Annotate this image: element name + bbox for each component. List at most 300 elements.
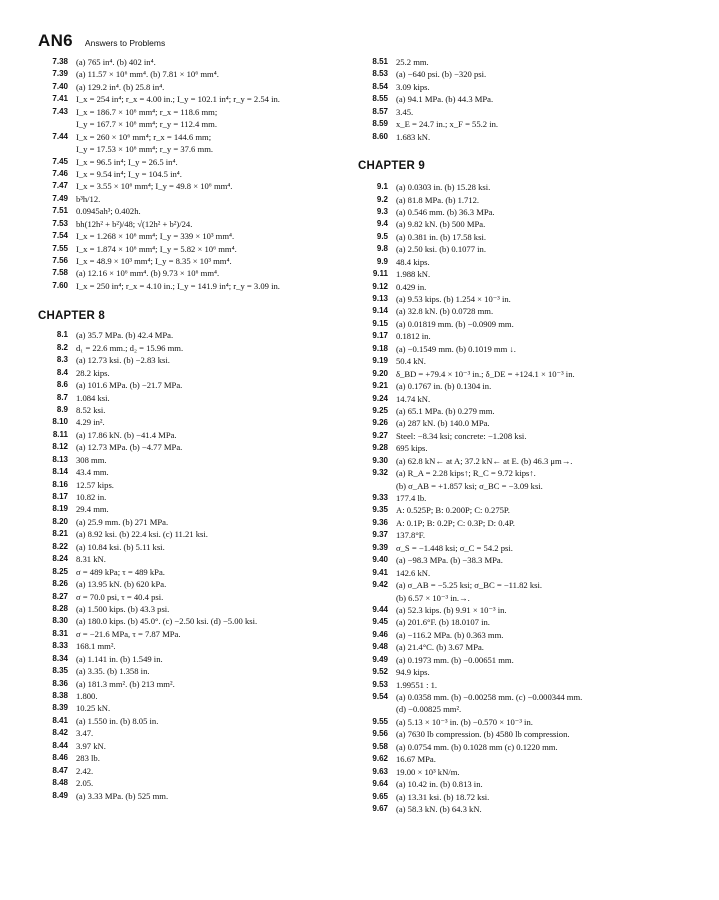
answer-row bbox=[360, 616, 685, 628]
answer-row bbox=[360, 68, 685, 80]
problem-number: 8.30 bbox=[52, 616, 68, 626]
answer-text: σ = 489 kPa; τ = 489 kPa. bbox=[76, 566, 165, 577]
answer-text: (a) 1.500 kips. (b) 43.3 psi. bbox=[76, 603, 170, 614]
answer-row bbox=[360, 579, 685, 591]
answer-row bbox=[360, 181, 685, 193]
answer-row bbox=[40, 790, 340, 802]
answer-text: 0.1812 in. bbox=[396, 331, 431, 342]
answer-row bbox=[360, 778, 685, 790]
problem-number: 9.67 bbox=[372, 803, 388, 813]
answer-text: (a) 181.3 mm². (b) 213 mm². bbox=[76, 678, 175, 689]
answer-text: 283 lb. bbox=[76, 753, 100, 764]
problem-number bbox=[40, 143, 68, 155]
problem-number: 9.36 bbox=[372, 517, 388, 527]
answer-text: 168.1 mm². bbox=[76, 641, 116, 652]
answer-text: (d) −0.00825 mm². bbox=[396, 704, 462, 715]
page-header bbox=[38, 31, 165, 51]
problem-number: 8.2 bbox=[56, 342, 68, 352]
problem-number: 7.38 bbox=[52, 57, 68, 66]
answer-row bbox=[360, 567, 685, 579]
answer-text: σ_S = −1.448 ksi; σ_C = 54.2 psi. bbox=[396, 542, 513, 553]
answer-text: 10.25 kN. bbox=[76, 703, 111, 714]
answer-text: 8.31 kN. bbox=[76, 554, 106, 565]
answer-row bbox=[40, 93, 340, 105]
problem-number: 8.26 bbox=[52, 579, 68, 589]
answer-text: (a) 180.0 kips. (b) 45.0°. (c) −2.50 ksi. (d) −5.00 ksi. bbox=[76, 616, 258, 627]
problem-number: 9.55 bbox=[372, 716, 388, 726]
problem-number: 8.13 bbox=[52, 454, 68, 464]
problem-number: 8.41 bbox=[52, 715, 68, 725]
answer-row bbox=[40, 628, 340, 640]
answer-text: (a) 21.4°C. (b) 3.67 MPa. bbox=[396, 642, 484, 653]
answer-text: I_x = 250 in⁴; r_x = 4.10 in.; I_y = 141.9 in⁴; r_y = 3.09 in. bbox=[76, 280, 280, 291]
answer-text: (a) 10.42 in. (b) 0.813 in. bbox=[396, 779, 483, 790]
answer-text: d₁ = 22.6 mm.; d₂ = 15.96 mm. bbox=[76, 342, 184, 353]
answer-text: (a) 287 kN. (b) 140.0 MPa. bbox=[396, 418, 490, 429]
problem-number: 9.28 bbox=[372, 443, 388, 453]
problem-number: 9.37 bbox=[372, 530, 388, 540]
problem-number: 9.64 bbox=[372, 779, 388, 789]
problem-number: 8.4 bbox=[56, 367, 68, 377]
answer-text: b³h/12. bbox=[76, 193, 101, 204]
answer-row bbox=[40, 591, 340, 603]
answer-row bbox=[40, 690, 340, 702]
answer-text: (a) 7630 lb compression. (b) 4580 lb compression. bbox=[396, 729, 570, 740]
page-number: AN6 bbox=[38, 31, 73, 50]
answer-row bbox=[360, 641, 685, 653]
problem-number: 8.44 bbox=[52, 740, 68, 750]
answer-row bbox=[360, 654, 685, 666]
answer-row bbox=[40, 503, 340, 515]
answer-row bbox=[360, 293, 685, 305]
answer-row bbox=[360, 442, 685, 454]
answer-text: (a) 8.92 ksi. (b) 22.4 ksi. (c) 11.21 ksi. bbox=[76, 529, 208, 540]
answer-row bbox=[40, 603, 340, 615]
problem-number: 9.18 bbox=[372, 343, 388, 353]
answer-text: (a) 1.550 in. (b) 8.05 in. bbox=[76, 715, 159, 726]
answer-text: (a) 0.1767 in. (b) 0.1304 in. bbox=[396, 381, 492, 392]
answer-text: (a) σ_AB = −5.25 ksi; σ_BC = −11.82 ksi. bbox=[396, 580, 543, 591]
problem-number bbox=[360, 592, 388, 604]
problem-number: 8.54 bbox=[372, 81, 388, 91]
problem-number: 9.26 bbox=[372, 418, 388, 428]
problem-number: 8.31 bbox=[52, 628, 68, 638]
problem-number: 9.49 bbox=[372, 654, 388, 664]
answer-row bbox=[360, 691, 685, 703]
answer-row bbox=[360, 529, 685, 541]
problem-number: 9.41 bbox=[372, 567, 388, 577]
answer-row bbox=[40, 541, 340, 553]
problem-number: 8.7 bbox=[56, 392, 68, 402]
problem-number: 8.53 bbox=[372, 69, 388, 79]
answer-text: 695 kips. bbox=[396, 443, 428, 454]
answer-text: (a) 0.1973 mm. (b) −0.00651 mm. bbox=[396, 654, 514, 665]
answer-row bbox=[360, 93, 685, 105]
answer-row bbox=[360, 504, 685, 516]
answer-row bbox=[360, 256, 685, 268]
answer-row bbox=[360, 803, 685, 815]
problem-number: 9.32 bbox=[372, 468, 388, 478]
answer-row bbox=[40, 267, 340, 279]
problem-number: 8.46 bbox=[52, 753, 68, 763]
answer-row bbox=[360, 281, 685, 293]
problem-number: 8.20 bbox=[52, 516, 68, 526]
problem-number: 9.45 bbox=[372, 617, 388, 627]
answer-row bbox=[40, 777, 340, 789]
answer-row bbox=[360, 542, 685, 554]
problem-number: 8.24 bbox=[52, 554, 68, 564]
answer-row bbox=[360, 318, 685, 330]
problem-number: 9.53 bbox=[372, 679, 388, 689]
answer-row bbox=[360, 716, 685, 728]
answer-row bbox=[40, 715, 340, 727]
problem-number: 8.1 bbox=[56, 330, 68, 340]
answer-text: (a) 81.8 MPa. (b) 1.712. bbox=[396, 194, 480, 205]
chapter-9-heading: CHAPTER 9 bbox=[358, 160, 425, 173]
problem-number: 8.39 bbox=[52, 703, 68, 713]
answer-row bbox=[360, 243, 685, 255]
answer-row bbox=[360, 330, 685, 342]
answer-text: (a) 129.2 in⁴. (b) 25.8 in⁴. bbox=[76, 81, 165, 92]
answer-text: (a) 13.31 ksi. (b) 18.72 ksi. bbox=[396, 791, 490, 802]
answer-row bbox=[360, 703, 685, 715]
answer-text: (a) 12.73 MPa. (b) −4.77 MPa. bbox=[76, 442, 183, 453]
answer-row bbox=[40, 566, 340, 578]
answer-text: 48.4 kips. bbox=[396, 256, 430, 267]
answer-row bbox=[360, 492, 685, 504]
answer-row bbox=[360, 206, 685, 218]
answer-row bbox=[360, 517, 685, 529]
answer-row bbox=[40, 156, 340, 168]
answer-row bbox=[360, 380, 685, 392]
answer-row bbox=[40, 168, 340, 180]
answer-row bbox=[40, 56, 340, 68]
answer-row bbox=[40, 106, 340, 118]
answer-row bbox=[40, 404, 340, 416]
problem-number: 7.56 bbox=[52, 256, 68, 265]
problem-number: 7.39 bbox=[52, 69, 68, 79]
answer-text: (a) 0.01819 mm. (b) −0.0909 mm. bbox=[396, 318, 514, 329]
answer-text: I_y = 17.53 × 10⁶ mm⁴; r_y = 37.6 mm. bbox=[76, 144, 214, 155]
problem-number: 9.21 bbox=[372, 381, 388, 391]
answer-text: (a) 17.86 kN. (b) −41.4 MPa. bbox=[76, 429, 177, 440]
answer-text: (a) 3.35. (b) 1.358 in. bbox=[76, 666, 150, 677]
problem-number: 9.20 bbox=[372, 368, 388, 378]
answer-text: 16.67 MPa. bbox=[396, 754, 436, 765]
answer-text: 8.52 ksi. bbox=[76, 404, 106, 415]
answer-text: (a) 0.0358 mm. (b) −0.00258 mm. (c) −0.000344 mm. bbox=[396, 692, 583, 702]
problem-number: 9.65 bbox=[372, 791, 388, 801]
answer-text: I_x = 254 in⁴; r_x = 4.00 in.; I_y = 102.1 in⁴; r_y = 2.54 in. bbox=[76, 94, 280, 105]
problem-number: 9.5 bbox=[376, 231, 388, 241]
problem-number: 8.34 bbox=[52, 653, 68, 663]
chapter8-answers bbox=[40, 329, 340, 802]
problem-number: 8.11 bbox=[52, 429, 68, 439]
answer-text: 1.084 ksi. bbox=[76, 392, 110, 403]
answer-text: Steel: −8.34 ksi; concrete: −1.208 ksi. bbox=[396, 430, 527, 441]
answer-text: 12.57 kips. bbox=[76, 479, 114, 490]
answer-text: (a) 765 in⁴. (b) 402 in⁴. bbox=[76, 57, 156, 67]
answer-row bbox=[40, 416, 340, 428]
answer-row bbox=[40, 765, 340, 777]
answer-text: (a) 101.6 MPa. (b) −21.7 MPa. bbox=[76, 380, 183, 391]
answer-text: 177.4 lb. bbox=[396, 493, 427, 503]
answer-row bbox=[40, 118, 340, 130]
answer-text: 1.99551 : 1. bbox=[396, 679, 438, 690]
answer-row bbox=[40, 218, 340, 230]
answer-row bbox=[360, 728, 685, 740]
answer-text: (a) 3.33 MPa. (b) 525 mm. bbox=[76, 790, 169, 801]
answer-text: (a) 52.3 kips. (b) 9.91 × 10⁻³ in. bbox=[396, 604, 507, 615]
problem-number: 9.25 bbox=[372, 405, 388, 415]
answer-text: (a) 58.3 kN. (b) 64.3 kN. bbox=[396, 803, 482, 814]
answer-row bbox=[40, 665, 340, 677]
chapter8-answers-continued bbox=[360, 56, 685, 143]
problem-number: 7.49 bbox=[52, 193, 68, 203]
answer-row bbox=[40, 441, 340, 453]
answer-text: 137.8°F. bbox=[396, 530, 426, 541]
answer-row bbox=[40, 230, 340, 242]
answer-text: 3.09 kips. bbox=[396, 81, 430, 92]
problem-number: 7.46 bbox=[52, 168, 68, 178]
answer-row bbox=[360, 81, 685, 93]
answer-text: 94.9 kips. bbox=[396, 667, 430, 678]
answer-row bbox=[40, 379, 340, 391]
problem-number: 9.35 bbox=[372, 505, 388, 515]
chapter-8-heading: CHAPTER 8 bbox=[38, 310, 105, 323]
answer-text: 3.45. bbox=[396, 106, 414, 117]
problem-number: 7.51 bbox=[52, 206, 68, 216]
answer-row bbox=[360, 355, 685, 367]
problem-number: 7.43 bbox=[52, 106, 68, 116]
problem-number: 8.17 bbox=[52, 492, 68, 501]
answer-text: (a) 9.53 kips. (b) 1.254 × 10⁻³ in. bbox=[396, 294, 511, 304]
answer-text: 3.47. bbox=[76, 728, 94, 739]
answer-text: (a) 0.381 in. (b) 17.58 ksi. bbox=[396, 231, 486, 242]
answer-row bbox=[40, 193, 340, 205]
problem-number: 9.14 bbox=[372, 306, 388, 316]
answer-row bbox=[40, 491, 340, 503]
problem-number: 8.12 bbox=[52, 442, 68, 452]
answer-text: 142.6 kN. bbox=[396, 567, 431, 578]
answer-row bbox=[40, 392, 340, 404]
problem-number: 9.52 bbox=[372, 667, 388, 677]
problem-number: 9.15 bbox=[372, 318, 388, 328]
answer-row bbox=[360, 368, 685, 380]
problem-number: 8.33 bbox=[52, 641, 68, 651]
answer-text: (a) 65.1 MPa. (b) 0.279 mm. bbox=[396, 405, 495, 416]
answer-row bbox=[40, 255, 340, 267]
problem-number: 9.3 bbox=[376, 206, 388, 216]
answer-row bbox=[360, 604, 685, 616]
problem-number: 9.63 bbox=[372, 766, 388, 776]
answer-text: I_x = 186.7 × 10⁶ mm⁴; r_x = 118.6 mm; bbox=[76, 106, 218, 117]
problem-number bbox=[40, 118, 68, 130]
answer-row bbox=[360, 417, 685, 429]
answer-row bbox=[40, 143, 340, 155]
answer-row bbox=[360, 231, 685, 243]
answer-row bbox=[40, 354, 340, 366]
answer-text: (a) 10.84 ksi. (b) 5.11 ksi. bbox=[76, 541, 165, 552]
answer-row bbox=[360, 106, 685, 118]
answer-row bbox=[40, 429, 340, 441]
answer-text: (a) 25.9 mm. (b) 271 MPa. bbox=[76, 516, 169, 527]
answer-row bbox=[40, 727, 340, 739]
problem-number: 8.49 bbox=[52, 790, 68, 800]
problem-number: 9.9 bbox=[376, 256, 388, 266]
problem-number: 9.8 bbox=[376, 244, 388, 254]
answer-row bbox=[40, 367, 340, 379]
answer-row bbox=[360, 305, 685, 317]
answer-row bbox=[360, 554, 685, 566]
answer-row bbox=[360, 467, 685, 479]
answer-row bbox=[40, 131, 340, 143]
answer-text: (a) 12.73 ksi. (b) −2.83 ksi. bbox=[76, 355, 170, 366]
answer-text: (a) 94.1 MPa. (b) 44.3 MPa. bbox=[396, 94, 494, 105]
answer-row bbox=[40, 329, 340, 341]
problem-number: 9.42 bbox=[372, 580, 388, 590]
problem-number: 9.39 bbox=[372, 542, 388, 552]
answer-row bbox=[40, 180, 340, 192]
answer-text: σ = 70.0 psi, τ = 40.4 psi. bbox=[76, 591, 164, 602]
answer-text: x_E = 24.7 in.; x_F = 55.2 in. bbox=[396, 119, 499, 130]
problem-number: 7.58 bbox=[52, 268, 68, 278]
answer-text: A: 0.1P; B: 0.2P; C: 0.3P; D: 0.4P. bbox=[396, 517, 515, 528]
answer-row bbox=[40, 640, 340, 652]
answer-text: (a) −0.1549 mm. (b) 0.1019 mm ↓. bbox=[396, 343, 516, 354]
problem-number: 8.48 bbox=[52, 778, 68, 788]
answer-row bbox=[360, 480, 685, 492]
answer-row bbox=[40, 68, 340, 80]
problem-number: 8.3 bbox=[56, 355, 68, 365]
problem-number: 8.19 bbox=[52, 504, 68, 514]
problem-number: 8.28 bbox=[52, 603, 68, 613]
problem-number: 8.60 bbox=[372, 131, 388, 141]
problem-number: 7.55 bbox=[52, 243, 68, 253]
problem-number: 9.56 bbox=[372, 729, 388, 739]
answer-row bbox=[360, 405, 685, 417]
answer-row bbox=[360, 343, 685, 355]
answer-text: I_x = 9.54 in⁴; I_y = 104.5 in⁴. bbox=[76, 168, 182, 179]
answer-text: I_x = 260 × 10⁶ mm⁴; r_x = 144.6 mm; bbox=[76, 131, 212, 142]
problem-number: 8.10 bbox=[52, 417, 68, 427]
problem-number: 8.59 bbox=[372, 119, 388, 129]
problem-number: 9.48 bbox=[372, 642, 388, 652]
problem-number: 7.47 bbox=[52, 181, 68, 191]
problem-number: 9.33 bbox=[372, 493, 388, 502]
answer-row bbox=[360, 679, 685, 691]
problem-number: 8.21 bbox=[52, 529, 68, 539]
problem-number: 9.30 bbox=[372, 455, 388, 465]
answer-text: I_x = 48.9 × 10³ mm⁴; I_y = 8.35 × 10³ mm⁴. bbox=[76, 256, 232, 266]
answer-text: (a) −640 psi. (b) −320 psi. bbox=[396, 69, 487, 80]
answer-text: I_x = 1.268 × 10⁶ mm⁴; I_y = 339 × 10³ mm⁴. bbox=[76, 231, 235, 242]
problem-number: 9.4 bbox=[376, 219, 388, 229]
answer-text: 19.00 × 10³ kN/m. bbox=[396, 766, 460, 777]
answer-text: bh(12h² + b²)/48; √(12h² + b²)/24. bbox=[76, 218, 193, 229]
answer-text: 1.683 kN. bbox=[396, 131, 431, 142]
answer-row bbox=[360, 218, 685, 230]
problem-number: 9.54 bbox=[372, 692, 388, 701]
answer-text: (a) 62.8 kN← at A; 37.2 kN← at E. (b) 46.3 μm→. bbox=[396, 455, 573, 466]
answer-text: 2.05. bbox=[76, 778, 94, 789]
problem-number: 8.35 bbox=[52, 666, 68, 676]
problem-number: 8.38 bbox=[52, 691, 68, 700]
answer-text: I_x = 96.5 in⁴; I_y = 26.5 in⁴. bbox=[76, 156, 178, 167]
problem-number: 9.11 bbox=[372, 269, 388, 279]
problem-number: 9.46 bbox=[372, 629, 388, 639]
answer-row bbox=[40, 702, 340, 714]
problem-number: 9.24 bbox=[372, 393, 388, 403]
answer-text: 28.2 kips. bbox=[76, 367, 110, 378]
answer-text: (a) R_A = 2.28 kips↑; R_C = 9.72 kips↑. bbox=[396, 468, 536, 479]
answer-text: 29.4 mm. bbox=[76, 504, 109, 515]
answer-text: I_x = 3.55 × 10⁶ mm⁴; I_y = 49.8 × 10⁶ mm⁴. bbox=[76, 181, 233, 192]
problem-number: 9.27 bbox=[372, 430, 388, 440]
answer-row bbox=[360, 455, 685, 467]
running-title: Answers to Problems bbox=[84, 38, 166, 48]
answer-text: 43.4 mm. bbox=[76, 467, 109, 478]
answer-text: (a) 9.82 kN. (b) 500 MPa. bbox=[396, 219, 486, 230]
answer-text: 14.74 kN. bbox=[396, 393, 431, 404]
answer-text: (b) 6.57 × 10⁻³ in.→. bbox=[396, 592, 470, 603]
answer-text: A: 0.525P; B: 0.200P; C: 0.275P. bbox=[396, 505, 510, 516]
answer-text: (a) 1.141 in. (b) 1.549 in. bbox=[76, 653, 163, 664]
problem-number: 9.62 bbox=[372, 754, 388, 764]
answer-text: σ = −21.6 MPa, τ = 7.87 MPa. bbox=[76, 628, 181, 639]
answer-row bbox=[40, 342, 340, 354]
problem-number: 8.16 bbox=[52, 479, 68, 489]
answer-text: (a) 12.16 × 10⁶ mm⁴. (b) 9.73 × 10⁶ mm⁴. bbox=[76, 268, 220, 279]
chapter7-answers bbox=[40, 56, 340, 292]
right-column bbox=[360, 56, 685, 815]
problem-number: 9.1 bbox=[376, 182, 388, 192]
answer-text: I_y = 167.7 × 10⁶ mm⁴; r_y = 112.4 mm. bbox=[76, 119, 217, 130]
problem-number: 8.42 bbox=[52, 728, 68, 738]
answer-text: 2.42. bbox=[76, 765, 94, 776]
answer-text: (a) 5.13 × 10⁻³ in. (b) −0.570 × 10⁻³ in. bbox=[396, 716, 533, 727]
answer-text: (a) 201.6°F. (b) 18.0107 in. bbox=[396, 617, 490, 628]
problem-number: 9.17 bbox=[372, 331, 388, 341]
answer-row bbox=[40, 678, 340, 690]
answer-text: (a) 0.0754 mm. (b) 0.1028 mm (c) 0.1220 mm. bbox=[396, 741, 558, 752]
problem-number: 8.6 bbox=[56, 380, 68, 390]
answer-row bbox=[40, 479, 340, 491]
answer-row bbox=[360, 753, 685, 765]
answer-row bbox=[360, 131, 685, 143]
chapter9-answers bbox=[360, 181, 685, 815]
answer-row bbox=[360, 766, 685, 778]
answer-row bbox=[360, 118, 685, 130]
answer-text: (a) −116.2 MPa. (b) 0.363 mm. bbox=[396, 629, 504, 640]
problem-number: 7.45 bbox=[52, 156, 68, 166]
problem-number: 9.58 bbox=[372, 741, 388, 751]
answer-row bbox=[40, 528, 340, 540]
problem-number: 9.40 bbox=[372, 555, 388, 565]
problem-number bbox=[360, 480, 388, 492]
answer-row bbox=[40, 740, 340, 752]
answer-text: (a) 32.8 kN. (b) 0.0728 mm. bbox=[396, 306, 494, 317]
problem-number: 7.44 bbox=[52, 131, 68, 141]
left-column bbox=[40, 56, 340, 802]
answer-row bbox=[360, 741, 685, 753]
problem-number: 9.19 bbox=[372, 356, 388, 366]
answer-row bbox=[40, 578, 340, 590]
answer-text: (a) 11.57 × 10⁶ mm⁴. (b) 7.81 × 10⁶ mm⁴. bbox=[76, 69, 219, 80]
answer-row bbox=[360, 791, 685, 803]
answer-text: 4.29 in². bbox=[76, 417, 105, 428]
problem-number: 8.36 bbox=[52, 678, 68, 688]
